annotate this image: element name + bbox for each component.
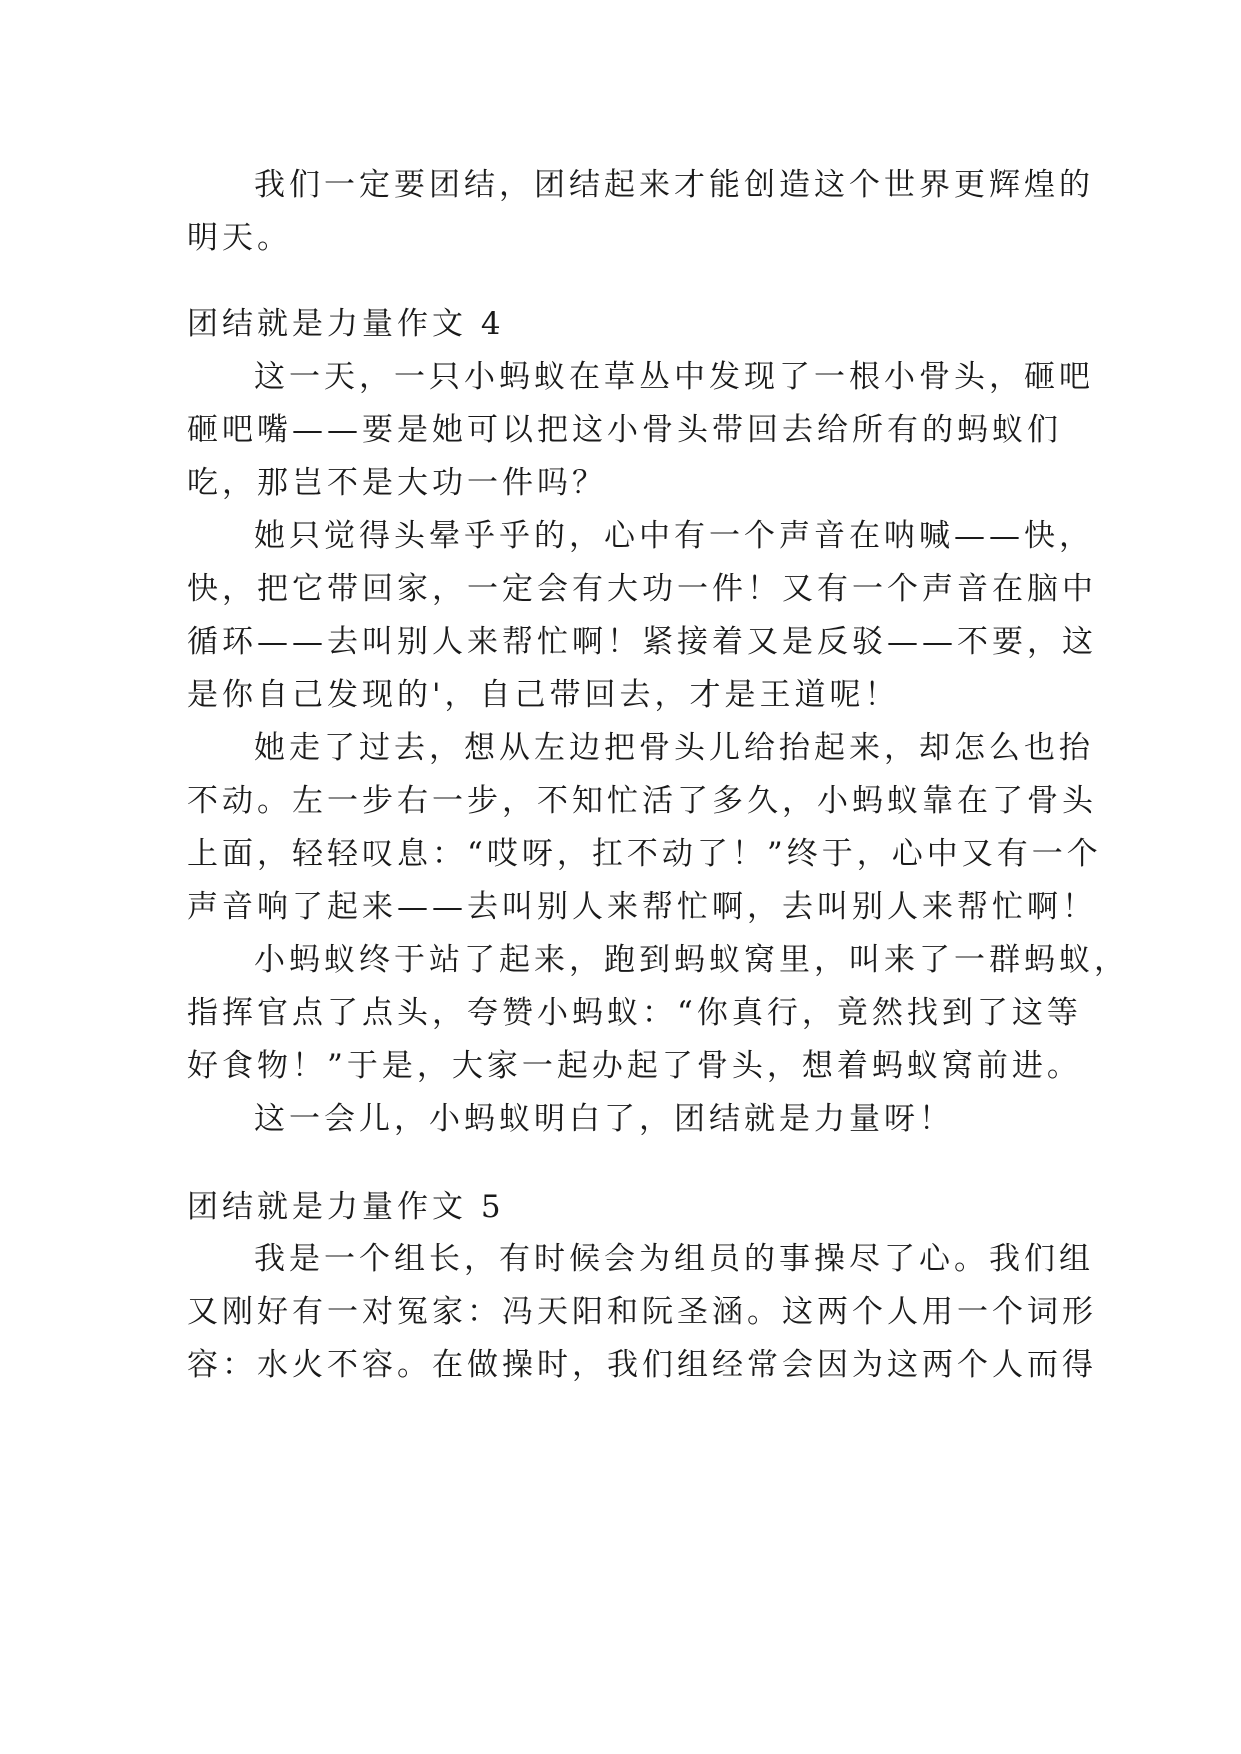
paragraph-line: 这一会儿，小蚂蚁明白了，团结就是力量呀！ — [254, 1101, 954, 1137]
section-4-heading: 团结就是力量作文 4 — [187, 306, 505, 342]
paragraph-line: 我是一个组长，有时候会为组员的事操尽了心。我们组 — [254, 1241, 1094, 1277]
paragraph-line: 小蚂蚁终于站了起来，跑到蚂蚁窝里，叫来了一群蚂蚁， — [254, 942, 1129, 978]
paragraph-line: 容：水火不容。在做操时，我们组经常会因为这两个人而得 — [187, 1347, 1097, 1383]
paragraph-line: 她走了过去，想从左边把骨头儿给抬起来，却怎么也抬 — [254, 730, 1094, 766]
paragraph-line: 是你自己发现的'，自己带回去，才是王道呢！ — [187, 677, 900, 713]
paragraph-line: 又刚好有一对冤家：冯天阳和阮圣涵。这两个人用一个词形 — [187, 1294, 1097, 1330]
paragraph-line: 声音响了起来——去叫别人来帮忙啊，去叫别人来帮忙啊！ — [187, 889, 1097, 925]
section-5-body — [187, 1233, 1097, 1392]
paragraph-line: 好食物！”于是，大家一起办起了骨头，想着蚂蚁窝前进。 — [187, 1048, 1082, 1084]
paragraph-line: 快，把它带回家，一定会有大功一件！又有一个声音在脑中 — [187, 571, 1097, 607]
paragraph-line: 我们一定要团结，团结起来才能创造这个世界更辉煌的 — [254, 167, 1094, 203]
paragraph-line: 这一天，一只小蚂蚁在草丛中发现了一根小骨头，砸吧 — [254, 359, 1094, 395]
paragraph-line: 明天。 — [187, 220, 292, 256]
paragraph-line: 循环——去叫别人来帮忙啊！紧接着又是反驳——不要，这 — [187, 624, 1097, 660]
intro-paragraph — [187, 159, 1094, 265]
paragraph-line: 上面，轻轻叹息：“哎呀，扛不动了！”终于，心中又有一个 — [187, 836, 1102, 872]
paragraph-line: 指挥官点了点头，夸赞小蚂蚁：“你真行，竟然找到了这等 — [187, 995, 1082, 1031]
section-5-heading: 团结就是力量作文 5 — [187, 1189, 505, 1225]
paragraph-line: 她只觉得头晕乎乎的，心中有一个声音在呐喊——快， — [254, 518, 1094, 554]
paragraph-line: 不动。左一步右一步，不知忙活了多久，小蚂蚁靠在了骨头 — [187, 783, 1097, 819]
paragraph-line: 砸吧嘴——要是她可以把这小骨头带回去给所有的蚂蚁们 — [187, 412, 1062, 448]
section-4-body — [187, 351, 1129, 1146]
paragraph-line: 吃，那岂不是大功一件吗？ — [187, 465, 607, 501]
